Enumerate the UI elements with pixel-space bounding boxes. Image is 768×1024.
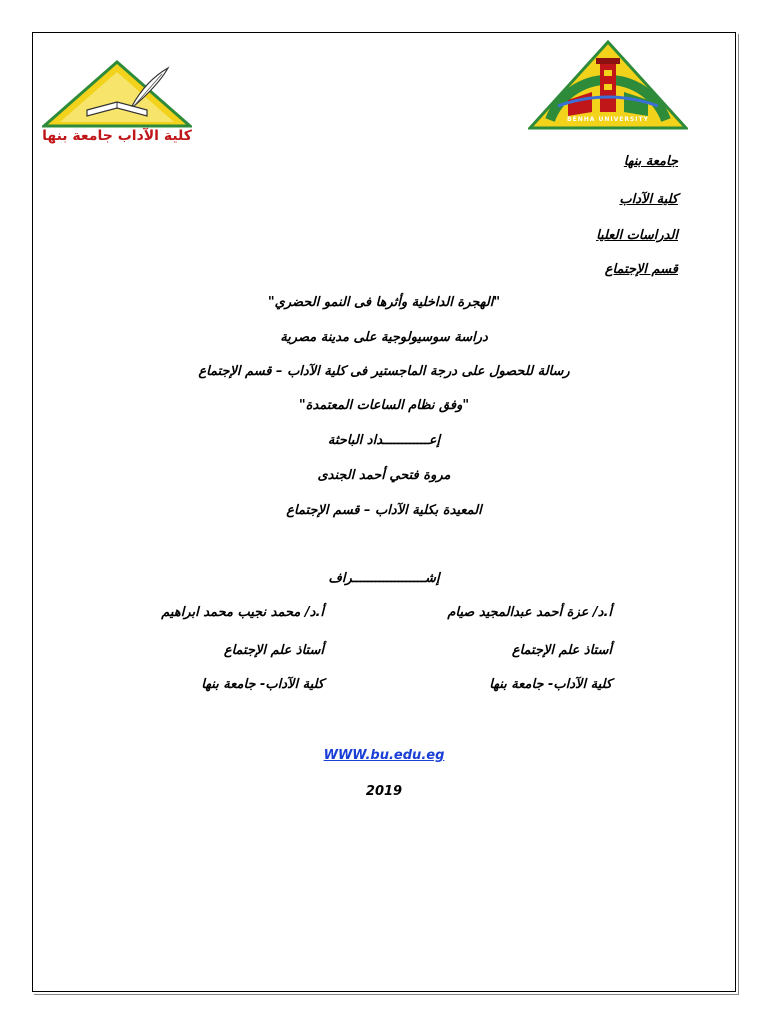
researcher-role: المعيدة بكلية الآداب – قسم الإجتماع [286,503,482,518]
prepared-by-label: إعــــــــــــداد الباحثة [327,433,441,448]
faculty-of-arts-logo [42,58,192,158]
thesis-subtitle: دراسة سوسيولوجية على مدينة مصرية [280,330,488,345]
supervisor-1-name: أ.د/ عزة أحمد عبدالمجيد صيام [447,605,612,620]
benha-university-logo [528,40,688,132]
faculty-name: كلية الآداب [619,192,678,207]
book-quill-icon [42,58,192,128]
supervisor-2-affiliation: كلية الآداب- جامعة بنها [201,677,324,692]
thesis-purpose: رسالة للحصول على درجة الماجستير فى كلية الآداب – قسم الإجتماع [198,364,570,379]
supervisor-2-title: أستاذ علم الإجتماع [223,643,324,658]
logo-caption: كلية الآداب جامعة بنها [42,128,192,144]
university-name: جامعة بنها [623,154,678,169]
researcher-name: مروة فتحي أحمد الجندى [317,468,451,483]
graduate-studies: الدراسات العليا [596,228,678,243]
department-name: قسم الإجتماع [604,262,678,277]
thesis-year: 2019 [365,784,403,799]
logo-ring-text: BENHA UNIVERSITY [567,116,649,123]
thesis-title: "الهجرة الداخلية وأثرها فى النمو الحضري" [267,295,501,310]
supervisor-1-affiliation: كلية الآداب- جامعة بنها [489,677,612,692]
supervisor-2-name: أ.د/ محمد نجيب محمد ابراهيم [161,605,324,620]
credit-hours-system: "وفق نظام الساعات المعتمدة" [298,398,470,413]
supervisor-1-title: أستاذ علم الإجتماع [511,643,612,658]
university-website-link[interactable]: WWW.bu.edu.eg [323,748,445,763]
supervision-label: إشـــــــــــــــــــراف [328,571,440,586]
